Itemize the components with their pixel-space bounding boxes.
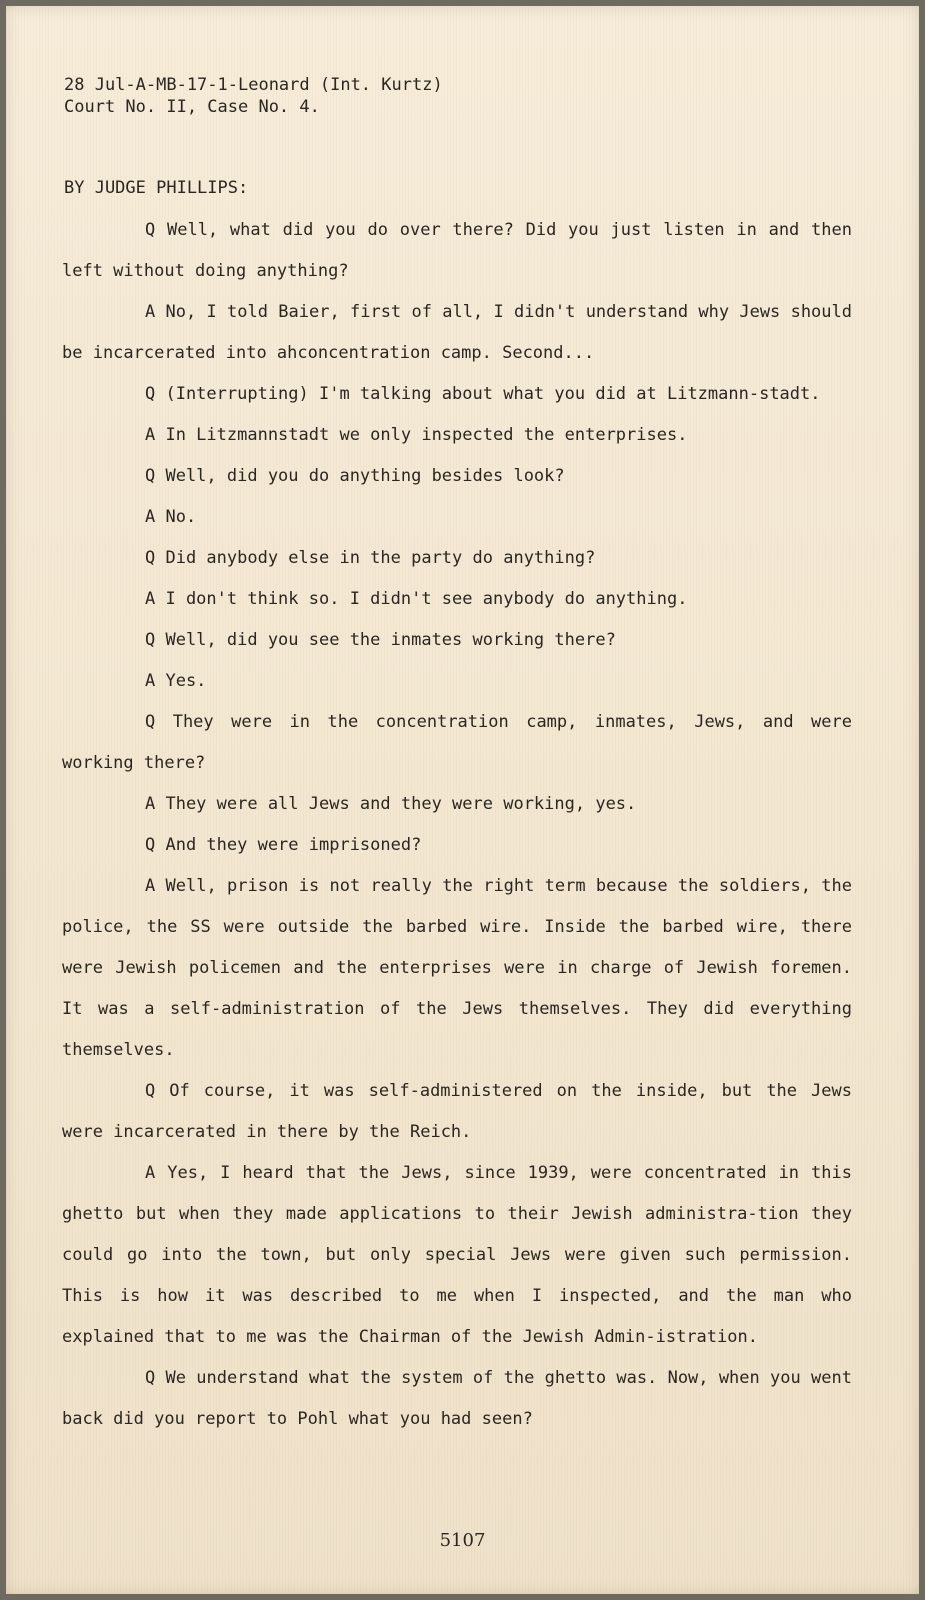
transcript-paragraph: Q And they were imprisoned?	[145, 835, 422, 855]
transcript-paragraph: Q (Interrupting) I'm talking about what you did at Litzmann-stadt.	[145, 384, 821, 404]
transcript-paragraph: Q Did anybody else in the party do anything?	[145, 548, 596, 568]
transcript-paragraph: A Yes.	[145, 671, 207, 691]
transcript-paragraph: Q Well, did you do anything besides look?	[145, 466, 565, 486]
transcript-paragraph: Q We understand what the system of the ghetto was. Now, when you went back did you report to Pohl what you had seen?	[62, 1368, 852, 1429]
transcript-paragraph: A No.	[145, 507, 197, 527]
transcript-paragraph: A No, I told Baier, first of all, I didn't understand why Jews should be incarcerated into ahconcentration camp. Second...	[62, 302, 852, 363]
document-header	[64, 74, 443, 118]
transcript-paragraph: Q Well, did you see the inmates working there?	[145, 630, 616, 650]
speaker-heading: BY JUDGE PHILLIPS:	[64, 178, 249, 198]
header-line-2: Court No. II, Case No. 4.	[64, 97, 320, 117]
transcript-paragraph: A In Litzmannstadt we only inspected the enterprises.	[145, 425, 688, 445]
transcript-paragraph: A Well, prison is not really the right term because the soldiers, the police, the SS were outside the barbed wire. Inside the barbed wire, there were Jewish policemen and the enterprises were in charge of Jewish foremen. It was a self-administration of the Jews themselves. They did everything themselves.	[62, 876, 852, 1060]
transcript-paragraph: A Yes, I heard that the Jews, since 1939, were concentrated in this ghetto but when they made applications to their Jewish administra-tion they could go into the town, but only special Jews were given such permission. This is how it was described to me when I inspected, and the man who explained that to me was the Chairman of the Jewish Admin-istration.	[62, 1163, 852, 1347]
transcript-body	[62, 210, 852, 1440]
page-number: 5107	[439, 1530, 486, 1551]
transcript-paragraph: A They were all Jews and they were working, yes.	[145, 794, 637, 814]
transcript-paragraph: A I don't think so. I didn't see anybody do anything.	[145, 589, 688, 609]
transcript-paragraph: Q They were in the concentration camp, inmates, Jews, and were working there?	[62, 712, 852, 773]
transcript-paragraph: Q Well, what did you do over there? Did you just listen in and then left without doing anything?	[62, 220, 852, 281]
transcript-paragraph: Q Of course, it was self-administered on the inside, but the Jews were incarcerated in there by the Reich.	[62, 1081, 852, 1142]
header-line-1: 28 Jul-A-MB-17-1-Leonard (Int. Kurtz)	[64, 75, 443, 95]
